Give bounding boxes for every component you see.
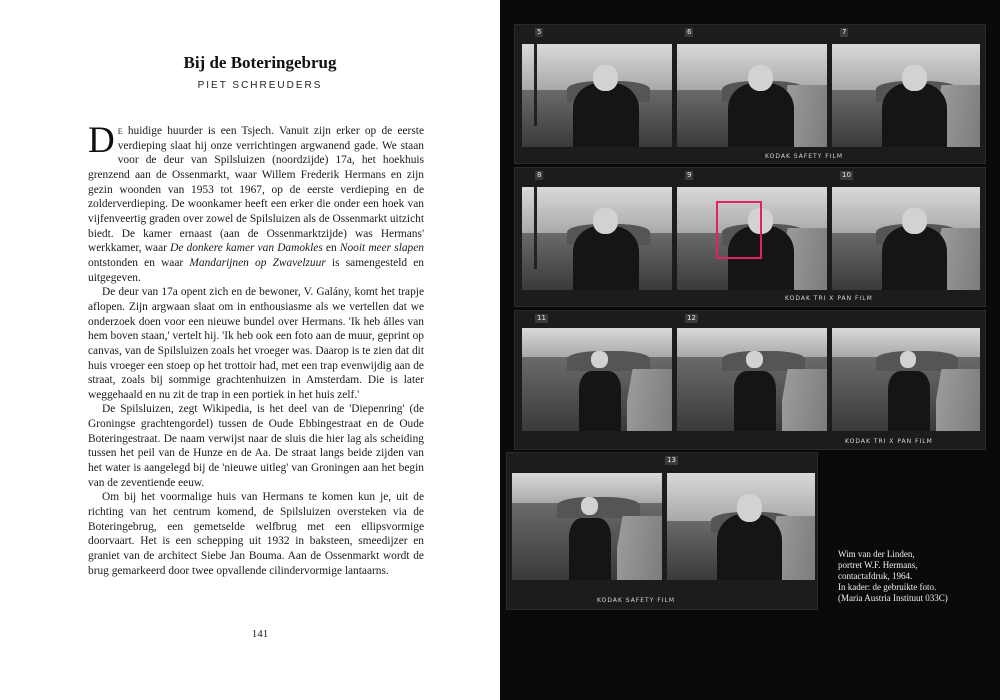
caption-line: portret W.F. Hermans, — [838, 560, 918, 570]
frame-number: 13 — [667, 456, 676, 464]
frame-number: 9 — [687, 171, 692, 179]
caption-line: (Maria Austria Instituut 033C) — [838, 593, 948, 603]
contact-frame-photo — [522, 187, 672, 290]
contact-frame-photo — [832, 187, 980, 290]
article-title: Bij de Boteringebrug — [183, 53, 337, 72]
film-brand-text: KODAK SAFETY FILM — [597, 597, 676, 604]
book-title-mandarijnen: Mandarijnen op Zwavelzuur — [189, 256, 326, 269]
contact-frame-photo — [522, 44, 672, 147]
article-author: PIET SCHREUDERS — [197, 80, 323, 91]
contact-frame-photo — [677, 328, 827, 431]
paragraph-1-text-d: is samengesteld en uitgegeven. — [88, 256, 424, 284]
contact-frame-photo — [512, 473, 662, 580]
film-brand-text: KODAK SAFETY FILM — [765, 153, 844, 160]
photo-caption — [838, 549, 988, 604]
film-brand-text: KODAK TRI X PAN FILM — [785, 295, 873, 302]
frame-number: 11 — [537, 314, 546, 322]
book-title-damokles: De donkere kamer van Damokles — [170, 242, 323, 255]
contact-frame-photo — [667, 473, 815, 580]
frame-number: 8 — [537, 171, 542, 179]
frame-number: 12 — [687, 314, 696, 322]
paragraph-1-text-a: huidige huurder is een Tsjech. Vanuit zijn erker op de eerste verdieping slaat hij onze verrichtingen argwanend gade. We staan voor de deur van Spilsluizen (noordzijde) 17a, het hoekhuis grenzend aan de Ossenmarkt, waar Willem Frederik Hermans en zijn gezin woonden van 1953 tot 1967, op de eerste verdieping en de zolderverdieping. De woonkamer heeft een erker die onder een hoek van vijfenveertig graden over zowel de Spilsluizen als de Ossenmarkt uitzicht biedt. De kamer ernaast (aan de Ossenmarktzijde) was Hermans' werkkamer, waar — [88, 125, 424, 255]
caption-line: In kader: de gebruikte foto. — [838, 582, 937, 592]
paragraph-4: Om bij het voormalige huis van Hermans te komen kun je, uit de richting van het centrum komend, de Spilsluizen oversteken via de Boteringebrug, een gemetselde welfbrug met een ellipsvormige doorvaart. Het is een schepping uit 1932 in baksteen, smeedijzer en graniet van de architect Siebe Jan Bouma. Aan de Ossenmarkt wordt de brug gemarkeerd door twee opvallende cilindervormige lantaarns. — [88, 491, 424, 577]
contact-frame-photo — [832, 328, 980, 431]
frame-number: 5 — [537, 28, 542, 36]
page-number: 141 — [251, 628, 269, 640]
contact-frame-photo — [677, 44, 827, 147]
contact-frame-photo — [832, 44, 980, 147]
paragraph-3: De Spilsluizen, zegt Wikipedia, is het deel van de 'Diepenring' (de Groningse grachtengordel) tussen de Oude Ebbingestraat en de Oude Boteringestraat. De naam verwijst naar de sluis die hier lag als scheiding tussen het peil van de Hunze en de Aa. De straat langs beide zijden van het water is aangelegd bij de 'nieuwe uitleg' van Groningen aan het begin van de zeventiende eeuw. — [88, 403, 424, 489]
book-title-nooit-meer-slapen: Nooit meer slapen — [339, 242, 424, 255]
article-body — [88, 120, 424, 578]
contact-frame-photo — [522, 328, 672, 431]
paragraph-2: De deur van 17a opent zich en de bewoner, V. Galány, komt het trapje aflopen. Zijn argwaan slaat om in enthousiasme als we vertellen dat we onderzoek doen voor een nieuwe bundel over Hermans. 'Ik heb álles van hem boven staan,' vertelt hij. 'Ik heb ook een foto aan de muur, geprint op canvas, van de Spilsluizen zoals het vroeger was. Daarop is te zien dat dit huis vroeger een stoep op het trottoir had, met een trap evenwijdig aan de straat, zoals bij sommige grachtenhuizen in Amsterdam. Die is later weggehaald en nu zit de trap in een portiek in het huis zelf.' — [88, 286, 424, 401]
paragraph-1 — [88, 120, 424, 285]
film-brand-text: KODAK TRI X PAN FILM — [845, 438, 933, 445]
frame-number: 6 — [687, 28, 692, 36]
caption-line: contactafdruk, 1964. — [838, 571, 913, 581]
frame-number: 7 — [842, 28, 847, 36]
first-word-rest: e — [117, 125, 123, 137]
paragraph-1-text-b: en — [322, 242, 340, 255]
paragraph-1-text-c: ontstonden en waar — [88, 256, 190, 269]
caption-line: Wim van der Linden, — [838, 549, 915, 559]
crop-highlight-frame — [716, 201, 762, 259]
frame-number: 10 — [842, 171, 851, 179]
drop-cap: D — [88, 120, 115, 161]
